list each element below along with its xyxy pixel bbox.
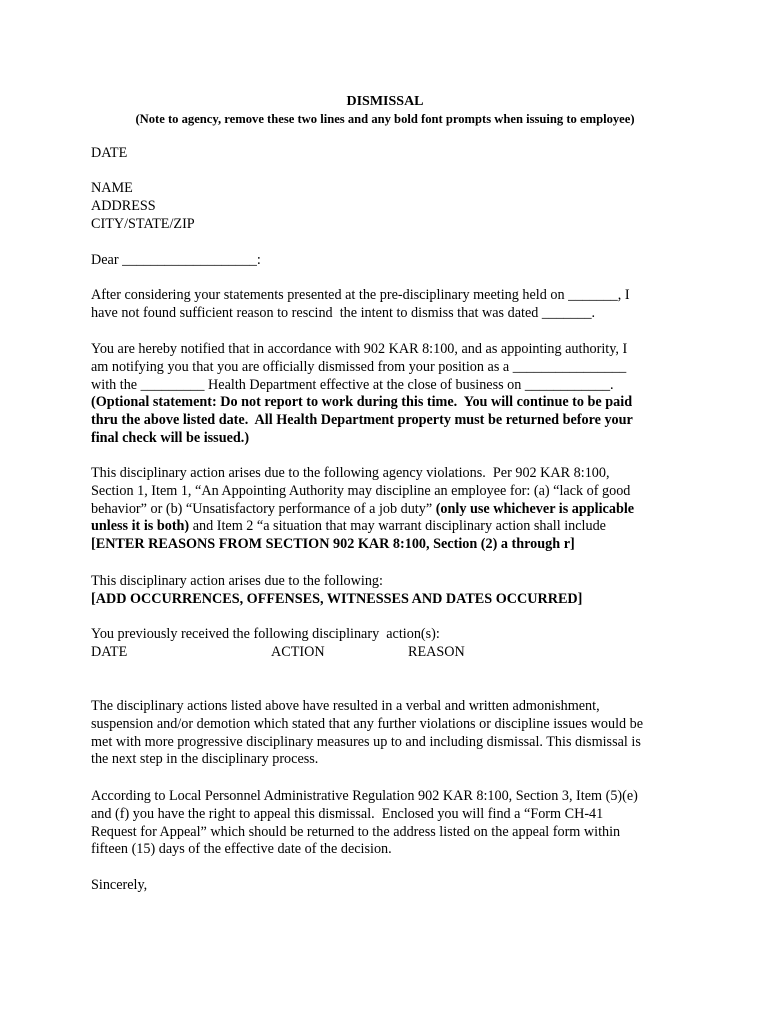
salutation-text: Dear ___________________: <box>91 252 261 268</box>
bold-prompt-reasons: [ENTER REASONS FROM SECTION 902 KAR 8:100, Section (2) a through r] <box>91 536 575 553</box>
paragraph-line: According to Local Personnel Administrative Regulation 902 KAR 8:100, Section 3, Item (5)(e) <box>91 788 638 804</box>
paragraph-line: The disciplinary actions listed above have resulted in a verbal and written admonishment, <box>91 698 600 714</box>
column-reason: REASON <box>408 643 465 660</box>
agency-note: (Note to agency, remove these two lines and any bold font prompts when issuing to employee) <box>135 112 635 126</box>
paragraph-occurrences <box>91 573 691 609</box>
paragraph-line <box>91 518 691 536</box>
salutation <box>91 252 691 270</box>
paragraph-notification <box>91 341 691 448</box>
document-title: DISMISSAL <box>346 94 424 109</box>
paragraph-line: You are hereby notified that in accordance with 902 KAR 8:100, and as appointing authority, I <box>91 341 628 357</box>
paragraph-line: am notifying you that you are officially dismissed from your position as a ________________ <box>91 358 627 375</box>
paragraph-text: and Item 2 “a situation that may warrant disciplinary action shall include <box>189 518 606 535</box>
paragraph-progressive-discipline <box>91 698 691 769</box>
optional-statement-line: final check will be issued.) <box>91 429 250 446</box>
paragraph-line: suspension and/or demotion which stated that any further violations or discipline issues would be <box>91 715 644 732</box>
prior-actions-columns <box>91 644 691 662</box>
column-date: DATE <box>91 643 128 660</box>
paragraph-line: and (f) you have the right to appeal this dismissal. Enclosed you will find a “Form CH-41 <box>91 805 604 822</box>
paragraph-appeal-rights <box>91 788 691 859</box>
recipient-city-state-zip: CITY/STATE/ZIP <box>91 215 195 232</box>
prior-actions <box>91 626 691 662</box>
optional-statement-line: (Optional statement: Do not report to work during this time. You will continue to be paid <box>91 394 633 411</box>
paragraph-meeting <box>91 287 691 323</box>
bold-prompt: unless it is both) <box>91 518 190 535</box>
prior-actions-intro: You previously received the following disciplinary action(s): <box>91 626 440 642</box>
paragraph-text: behavior” or (b) “Unsatisfactory performance of a job duty” <box>91 500 436 517</box>
paragraph-line: After considering your statements presented at the pre-disciplinary meeting held on _______, I <box>91 287 630 303</box>
paragraph-line: the next step in the disciplinary process. <box>91 751 319 768</box>
paragraph-line: met with more progressive disciplinary measures up to and including dismissal. This dismissal is <box>91 733 641 750</box>
column-action: ACTION <box>271 643 325 660</box>
optional-statement-line: thru the above listed date. All Health Department property must be returned before your <box>91 412 633 429</box>
date-label: DATE <box>91 145 128 161</box>
paragraph-line: Request for Appeal” which should be returned to the address listed on the appeal form within <box>91 823 621 840</box>
recipient-address: ADDRESS <box>91 197 156 214</box>
recipient-address-block <box>91 180 691 233</box>
paragraph-line: This disciplinary action arises due to the following: <box>91 573 383 589</box>
paragraph-line: This disciplinary action arises due to the following agency violations. Per 902 KAR 8:100, <box>91 465 610 481</box>
closing-text: Sincerely, <box>91 877 148 893</box>
bold-prompt: (only use whichever is applicable <box>435 500 635 517</box>
paragraph-line: with the _________ Health Department effective at the close of business on ____________. <box>91 376 614 393</box>
closing <box>91 877 691 895</box>
paragraph-violations <box>91 465 691 554</box>
recipient-name: NAME <box>91 180 133 196</box>
paragraph-line: Section 1, Item 1, “An Appointing Authority may discipline an employee for: (a) “lack of good <box>91 482 631 499</box>
paragraph-line: have not found sufficient reason to rescind the intent to dismiss that was dated _______. <box>91 304 596 321</box>
paragraph-line <box>91 501 691 519</box>
paragraph-line: fifteen (15) days of the effective date of the decision. <box>91 841 392 858</box>
date-placeholder <box>91 145 691 163</box>
bold-prompt-occurrences: [ADD OCCURRENCES, OFFENSES, WITNESSES AND DATES OCCURRED] <box>91 590 583 607</box>
